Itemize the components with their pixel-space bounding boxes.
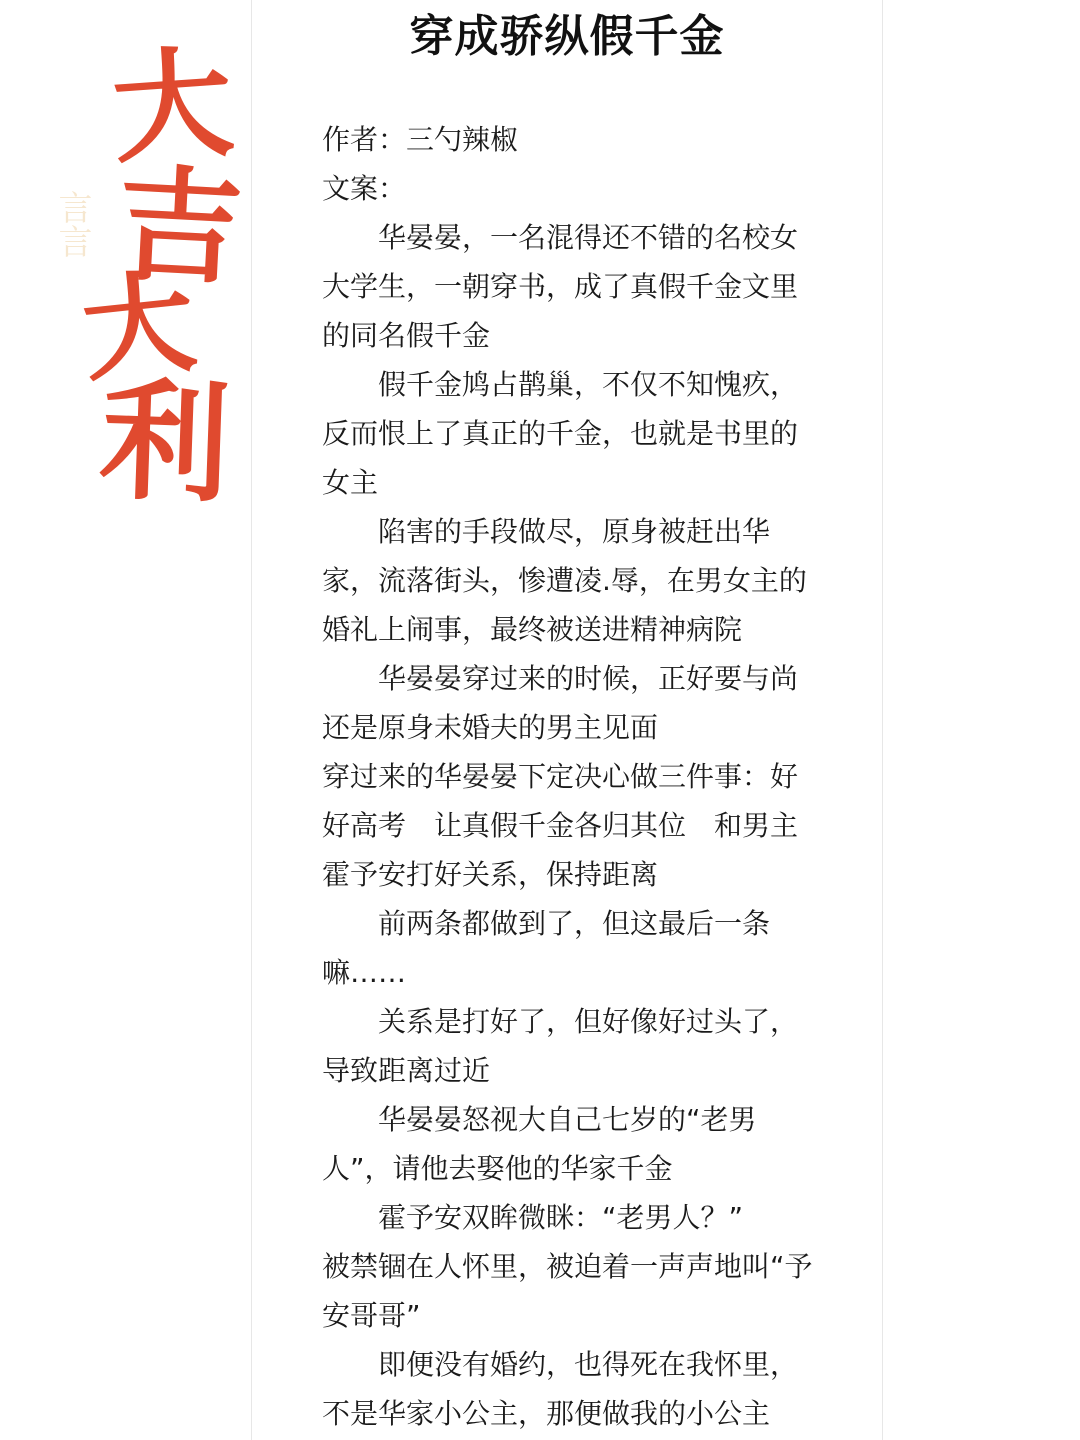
- text-line: 关系是打好了，但好像好过头了，: [378, 1005, 799, 1038]
- text-line: 好高考 让真假千金各归其位 和男主: [322, 809, 799, 842]
- text-line: 华晏晏穿过来的时候，正好要与尚: [378, 662, 799, 695]
- text-line: 婚礼上闹事，最终被送进精神病院: [322, 613, 743, 646]
- document-page: [251, 0, 883, 1440]
- text-line: 还是原身未婚夫的男主见面: [322, 711, 659, 744]
- text-line: 华晏晏怒视大自己七岁的“老男: [378, 1103, 757, 1136]
- text-line: 女主: [322, 466, 379, 499]
- text-line: 霍予安双眸微眯：“老男人？”: [378, 1201, 744, 1234]
- text-line: 不是华家小公主，那便做我的小公主: [322, 1397, 771, 1430]
- text-line: 文案：: [322, 172, 407, 205]
- text-line: 前两条都做到了，但这最后一条: [378, 907, 771, 940]
- text-line: 安哥哥”: [322, 1299, 421, 1332]
- text-line: 大学生，一朝穿书，成了真假千金文里: [322, 270, 799, 303]
- faint-text-left: 言言: [52, 190, 92, 258]
- book-title: 穿成骄纵假千金: [409, 11, 725, 62]
- text-line: 陷害的手段做尽，原身被赶出华: [378, 515, 771, 548]
- text-line: 被禁锢在人怀里，被迫着一声声地叫“予: [322, 1250, 813, 1283]
- text-line: 假千金鸠占鹊巢，不仅不知愧疚，: [378, 368, 799, 401]
- stamp-char-da-2: 大: [76, 255, 202, 398]
- text-line: 即便没有婚约，也得死在我怀里，: [378, 1348, 799, 1381]
- text-line: 霍予安打好关系，保持距离: [322, 858, 659, 891]
- stamp-char-ji: 吉: [113, 151, 246, 304]
- text-line: 人”，请他去娶他的华家千金: [322, 1152, 673, 1185]
- text-line: 家，流落街头，惨遭凌.辱，在男女主的: [322, 564, 807, 597]
- stamp-char-da-1: 大: [107, 31, 238, 181]
- text-line: 反而恨上了真正的千金，也就是书里的: [322, 417, 799, 450]
- text-line: 华晏晏，一名混得还不错的名校女: [378, 221, 799, 254]
- synopsis-text: [322, 115, 822, 1438]
- stamp-char-li: 利: [97, 363, 233, 522]
- text-line: 的同名假千金: [322, 319, 491, 352]
- text-line: 作者：三勺辣椒: [322, 123, 519, 156]
- text-line: 嘛……: [322, 956, 407, 989]
- text-line: 导致距离过近: [322, 1054, 491, 1087]
- text-line: 穿过来的华晏晏下定决心做三件事：好: [322, 760, 799, 793]
